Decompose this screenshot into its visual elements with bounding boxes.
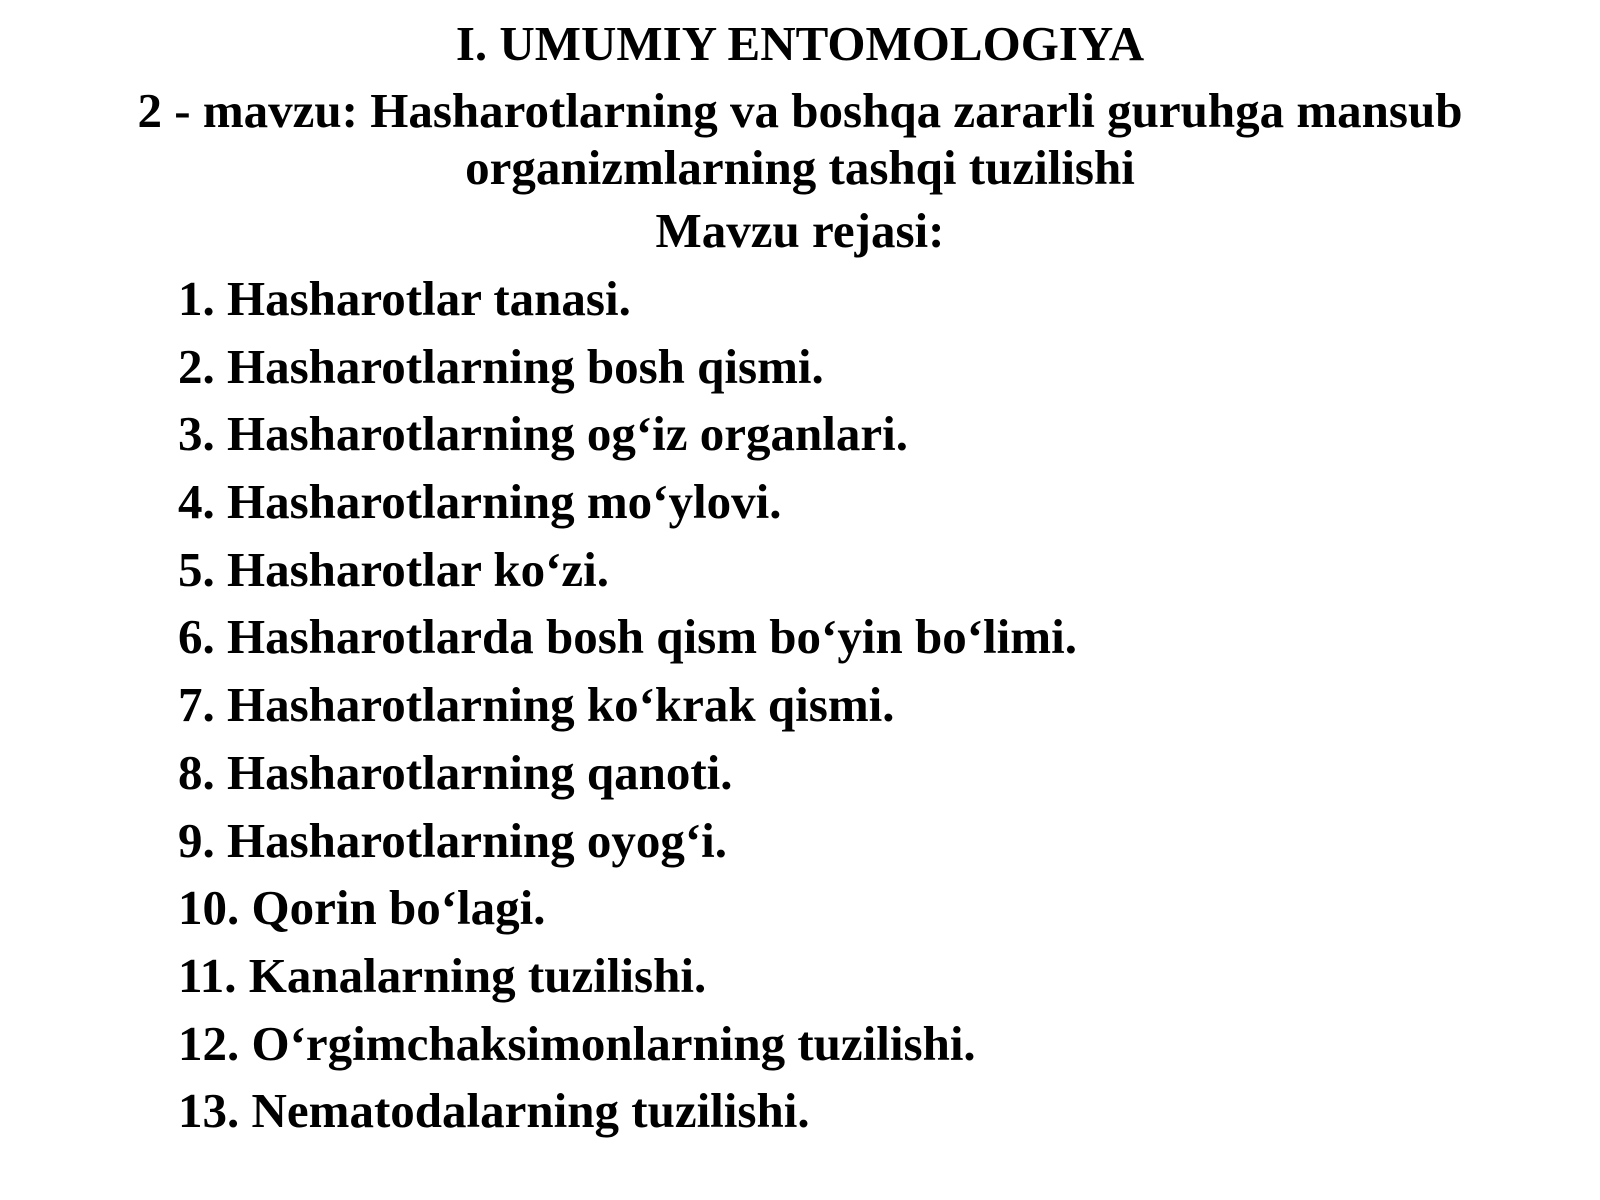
plan-item: 12. O‘rgimchaksimonlarning tuzilishi. [178,1015,976,1071]
plan-item: 3. Hasharotlarning og‘iz organlari. [178,406,908,462]
plan-item: 11. Kanalarning tuzilishi. [178,947,707,1003]
plan-item: 8. Hasharotlarning qanoti. [178,744,733,800]
plan-item: 13. Nematodalarning tuzilishi. [178,1083,810,1139]
plan-item: 10. Qorin bo‘lagi. [178,880,546,936]
plan-title: Mavzu rejasi: [655,203,945,258]
plan-item: 2. Hasharotlarning bosh qismi. [178,338,824,394]
topic-title-line-2: organizmlarning tashqi tuzilishi [465,140,1135,195]
topic-title-line-1: 2 - mavzu: Hasharotlarning va boshqa zararli guruhga mansub [137,83,1463,138]
plan-item: 1. Hasharotlar tanasi. [178,271,631,326]
plan-list [178,270,1077,1150]
plan-item: 7. Hasharotlarning ko‘krak qismi. [178,677,895,733]
plan-item: 5. Hasharotlar ko‘zi. [178,541,610,597]
plan-item: 4. Hasharotlarning mo‘ylovi. [178,474,782,530]
topic-title [0,82,1600,196]
section-title: I. UMUMIY ENTOMOLOGIYA [455,16,1145,71]
plan-item: 9. Hasharotlarning oyog‘i. [178,812,728,868]
plan-item: 6. Hasharotlarda bosh qism bo‘yin bo‘limi. [178,609,1077,665]
